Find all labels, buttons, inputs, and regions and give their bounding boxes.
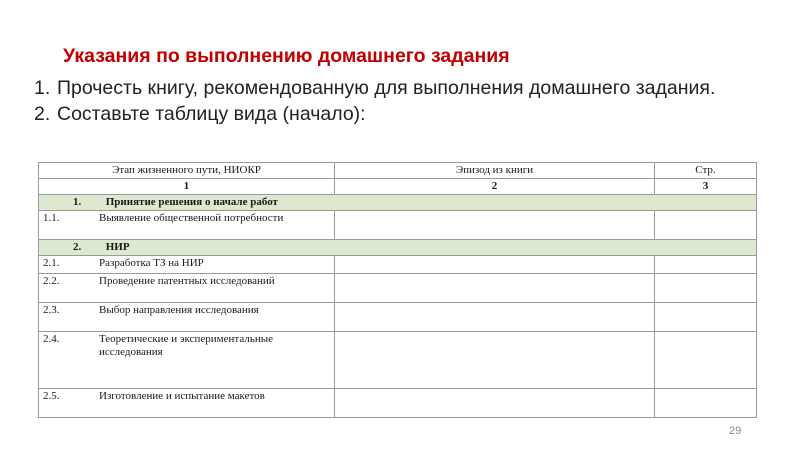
- episode-cell: [335, 303, 655, 332]
- stage-text: Выбор направления исследования: [99, 304, 259, 316]
- instruction-text: Прочесть книгу, рекомендованную для выполнения домашнего задания.: [57, 77, 716, 99]
- table-row: [39, 211, 757, 240]
- stage-number: 2.5.: [43, 390, 60, 402]
- table-row: [39, 303, 757, 332]
- stage-number: 2.1.: [43, 257, 60, 269]
- section-cell: [39, 195, 757, 211]
- stage-cell: [39, 274, 335, 303]
- episodes-table: [38, 162, 757, 418]
- column-index: 2: [335, 179, 655, 195]
- stage-cell: [39, 211, 335, 240]
- stage-text: Теоретические и экспериментальные исследования: [99, 333, 273, 358]
- episode-cell: [335, 256, 655, 274]
- column-header-stage: Этап жизненного пути, НИОКР: [39, 163, 335, 179]
- stage-cell: [39, 332, 335, 389]
- stage-text: Выявление общественной потребности: [99, 212, 284, 224]
- stage-text: Проведение патентных исследований: [99, 275, 275, 287]
- stage-cell: [39, 303, 335, 332]
- stage-number: 1.1.: [43, 212, 60, 224]
- page-cell: [655, 274, 757, 303]
- page-cell: [655, 256, 757, 274]
- stage-number: 2.3.: [43, 304, 60, 316]
- section-number: 1.: [73, 196, 82, 208]
- stage-number: 2.4.: [43, 333, 60, 345]
- episode-cell: [335, 332, 655, 389]
- column-header-episode: Эпизод из книги: [335, 163, 655, 179]
- episode-cell: [335, 211, 655, 240]
- table-row: [39, 256, 757, 274]
- section-number: 2.: [73, 241, 82, 253]
- page-cell: [655, 389, 757, 418]
- table-row: [39, 389, 757, 418]
- page-cell: [655, 211, 757, 240]
- table-row: [39, 332, 757, 389]
- table-row: [39, 274, 757, 303]
- table-section-row: [39, 195, 757, 211]
- instruction-list: [34, 75, 754, 127]
- section-title: Принятие решения о начале работ: [105, 196, 278, 208]
- page-cell: [655, 303, 757, 332]
- instruction-item-1: [34, 75, 754, 101]
- instruction-item-2: [34, 101, 754, 127]
- column-index: 3: [655, 179, 757, 195]
- section-title: НИР: [105, 241, 130, 253]
- table-header-row: [39, 163, 757, 179]
- column-index: 1: [39, 179, 335, 195]
- column-header-page: Стр.: [655, 163, 757, 179]
- stage-cell: [39, 389, 335, 418]
- slide-title: Указания по выполнению домашнего задания: [63, 45, 510, 67]
- stage-number: 2.2.: [43, 275, 60, 287]
- page-number: 29: [729, 425, 742, 437]
- stage-cell: [39, 256, 335, 274]
- episode-cell: [335, 389, 655, 418]
- stage-text: Разработка ТЗ на НИР: [99, 257, 204, 269]
- instruction-text: Составьте таблицу вида (начало):: [57, 103, 366, 125]
- table-index-row: [39, 179, 757, 195]
- table-section-row: [39, 240, 757, 256]
- episode-cell: [335, 274, 655, 303]
- page-cell: [655, 332, 757, 389]
- stage-text: Изготовление и испытание макетов: [99, 390, 265, 402]
- instruction-number: 2.: [34, 103, 51, 125]
- instruction-number: 1.: [34, 77, 51, 99]
- section-cell: [39, 240, 757, 256]
